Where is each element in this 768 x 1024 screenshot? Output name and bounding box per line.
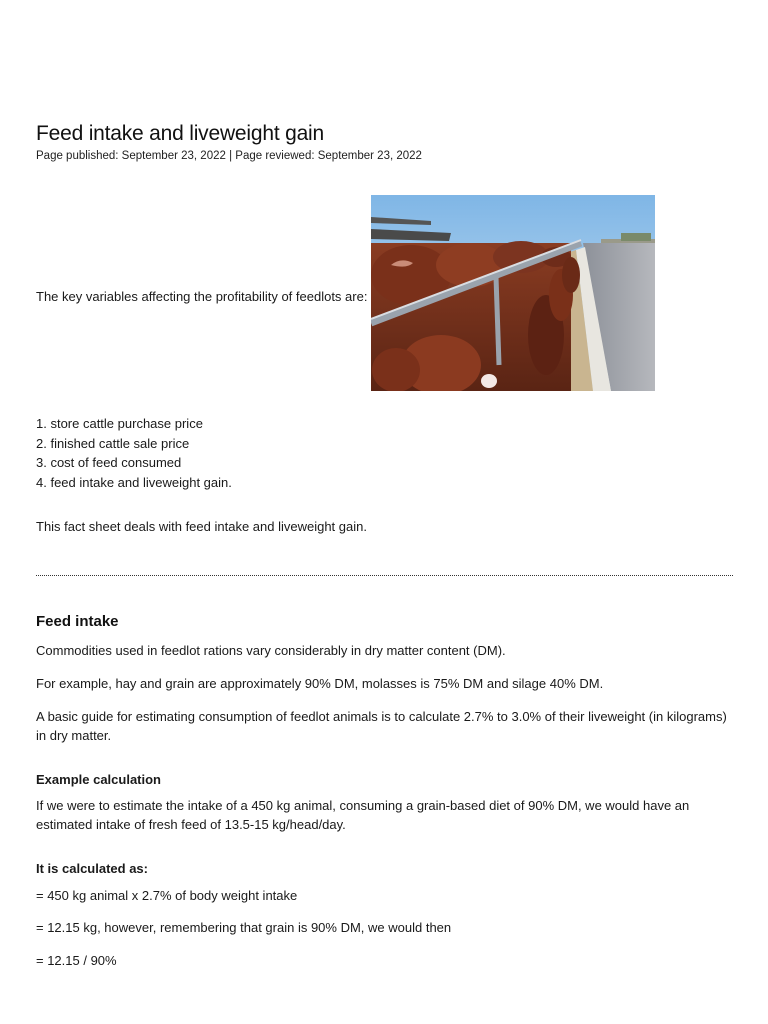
factsheet-text: This fact sheet deals with feed intake and liveweight gain.: [36, 519, 367, 534]
list-item: 1. store cattle purchase price: [36, 416, 203, 431]
calc-line: = 450 kg animal x 2.7% of body weight intake: [36, 888, 298, 903]
example-text: If we were to estimate the intake of a 450 kg animal, consuming a grain-based diet of 90% DM, we would have an estimated intake of fresh feed of 13.5-15 kg/head/day.: [36, 798, 690, 832]
page-meta-dates: Page published: September 23, 2022 | Page reviewed: September 23, 2022: [36, 150, 422, 162]
paragraph: For example, hay and grain are approximately 90% DM, molasses is 75% DM and silage 40% DM.: [36, 676, 604, 691]
section-divider: [36, 575, 733, 576]
intro-text: The key variables affecting the profitability of feedlots are:: [36, 289, 368, 304]
list-item: 3. cost of feed consumed: [36, 455, 182, 470]
calc-line: = 12.15 / 90%: [36, 953, 117, 968]
example-heading: Example calculation: [36, 772, 161, 787]
list-item: 4. feed intake and liveweight gain.: [36, 474, 232, 490]
paragraph: A basic guide for estimating consumption of feedlot animals is to calculate 2.7% to 3.0% of their liveweight (in kilograms) in dry matter.: [36, 709, 727, 743]
calc-heading: It is calculated as:: [36, 861, 148, 876]
calc-line: = 12.15 kg, however, remembering that grain is 90% DM, we would then: [36, 920, 452, 935]
page-title: Feed intake and liveweight gain: [36, 122, 324, 145]
section-heading-feed-intake: Feed intake: [36, 613, 119, 630]
cattle-photo: [371, 195, 655, 391]
list-item: 2. finished cattle sale price: [36, 435, 190, 451]
paragraph: Commodities used in feedlot rations vary considerably in dry matter content (DM).: [36, 643, 506, 658]
key-variables-list: [36, 414, 232, 492]
